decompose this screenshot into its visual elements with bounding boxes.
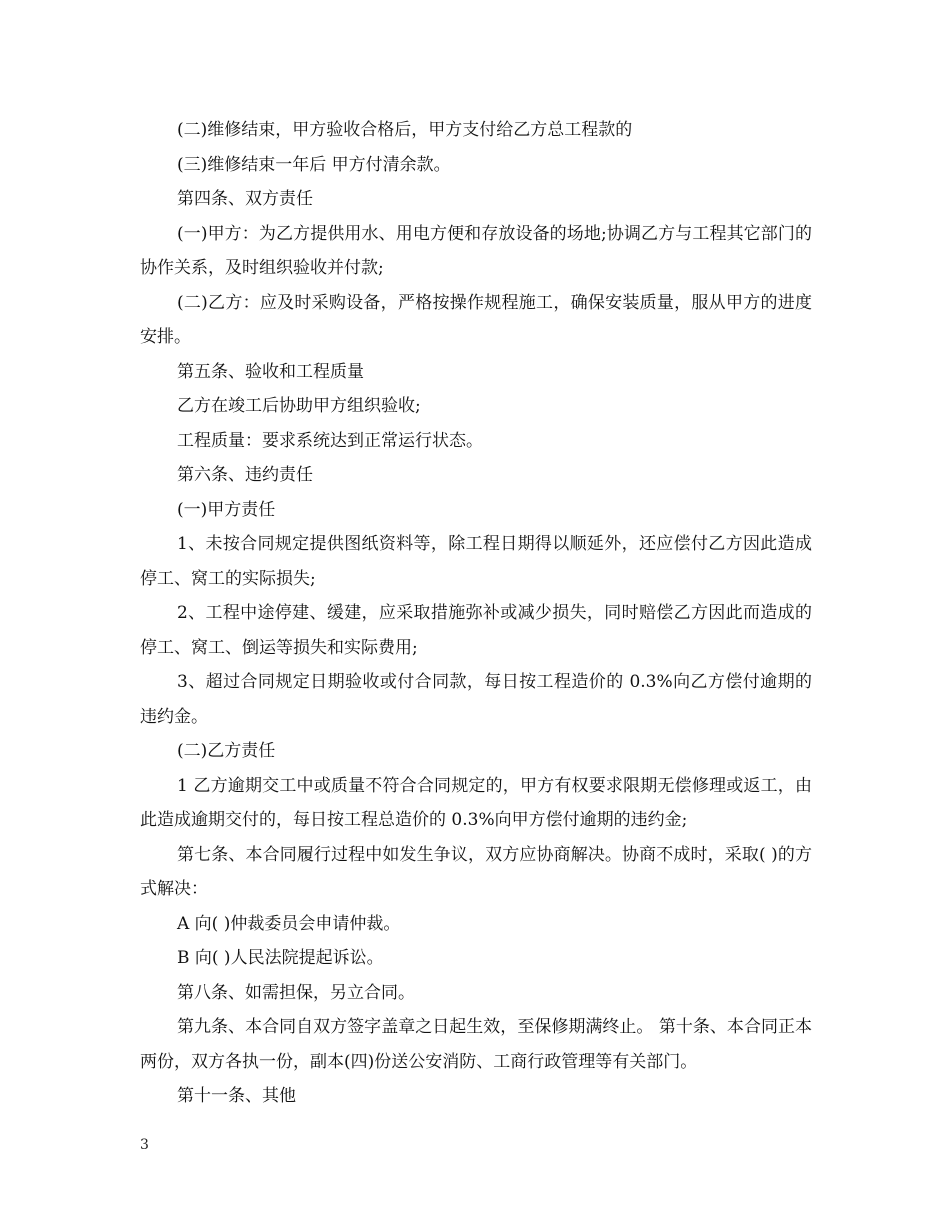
paragraph: A 向( )仲裁委员会申请仲裁。: [177, 913, 401, 934]
section-heading: 第五条、验收和工程质量: [177, 361, 364, 382]
section-heading: 第四条、双方责任: [177, 189, 313, 209]
section-heading: 第八条、如需担保，另立合同。: [177, 982, 415, 1003]
page-number: 3: [140, 1137, 149, 1153]
paragraph: (二)乙方：应及时采购设备，严格按操作规程施工，确保安装质量，服从甲方的进度安排。: [140, 292, 812, 347]
document-body: [140, 113, 812, 1114]
paragraph: 1、未按合同规定提供图纸资料等，除工程日期得以顺延外，还应偿付乙方因此造成停工、窝工的实际损失;: [140, 534, 812, 589]
paragraph: (一)甲方：为乙方提供用水、用电方便和存放设备的场地;协调乙方与工程其它部门的协作关系，及时组织验收并付款;: [140, 223, 812, 278]
paragraph: B 向( )人民法院提起诉讼。: [177, 948, 384, 968]
paragraph: 工程质量：要求系统达到正常运行状态。: [177, 430, 483, 451]
paragraph: (二)维修结束，甲方验收合格后，甲方支付给乙方总工程款的: [177, 120, 633, 140]
paragraph: (三)维修结束一年后 甲方付清余款。: [177, 154, 451, 175]
paragraph: 第九条、本合同自双方签字盖章之日起生效，至保修期满终止。 第十条、本合同正本两份，双方各执一份，副本(四)份送公安消防、工商行政管理等有关部门。: [140, 1017, 812, 1072]
paragraph: 3、超过合同规定日期验收或付合同款，每日按工程造价的 0.3%向乙方偿付逾期的违约金。: [140, 672, 812, 727]
section-heading: 第十一条、其他: [177, 1086, 296, 1106]
section-heading: 第六条、违约责任: [177, 465, 313, 485]
subsection-heading: (一)甲方责任: [177, 499, 276, 520]
section-heading: 第七条、本合同履行过程中如发生争议，双方应协商解决。协商不成时，采取( )的方式解决：: [140, 844, 812, 899]
paragraph: 乙方在竣工后协助甲方组织验收;: [177, 396, 421, 416]
paragraph: 1 乙方逾期交工中或质量不符合合同规定的，甲方有权要求限期无偿修理或返工，由此造成逾期交付的，每日按工程总造价的 0.3%向甲方偿付逾期的违约金;: [140, 775, 812, 830]
paragraph: 2、工程中途停建、缓建，应采取措施弥补或减少损失，同时赔偿乙方因此而造成的停工、窝工、倒运等损失和实际费用;: [140, 603, 812, 658]
subsection-heading: (二)乙方责任: [177, 741, 276, 761]
